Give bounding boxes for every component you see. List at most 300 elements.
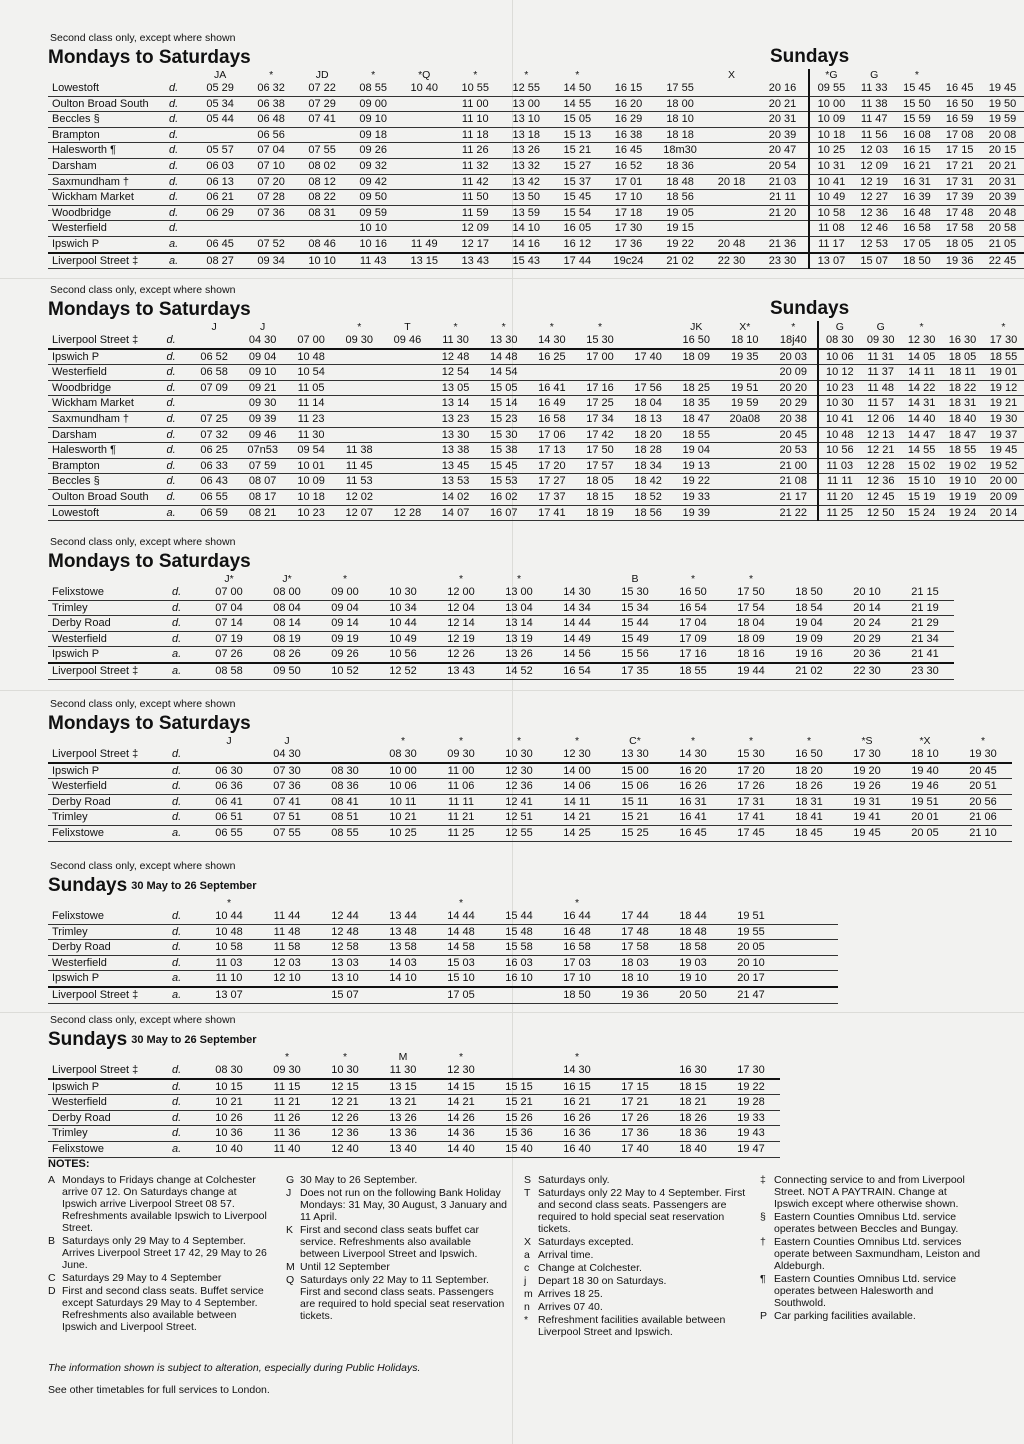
section-heading bbox=[48, 47, 1024, 69]
time-cell: 15 30 bbox=[722, 747, 780, 763]
time-cell: 10 30 bbox=[490, 747, 548, 763]
time-cell: 06 41 bbox=[200, 794, 258, 810]
time-cell bbox=[706, 81, 757, 96]
time-cell: 08 26 bbox=[258, 647, 316, 663]
flags-spacer bbox=[48, 897, 172, 909]
time-cell: 18 25 bbox=[672, 380, 720, 396]
time-cell: 06 59 bbox=[190, 505, 238, 521]
sunday-time-cell: 14 40 bbox=[901, 411, 942, 427]
flags-spacer bbox=[172, 573, 200, 585]
time-cell: 09 04 bbox=[316, 600, 374, 616]
time-cell: 15 30 bbox=[480, 427, 528, 443]
time-cell: 18 15 bbox=[664, 1079, 722, 1095]
time-cell: 21 06 bbox=[954, 810, 1012, 826]
sunday-time-cell: 19 52 bbox=[983, 458, 1024, 474]
time-cell: 13 45 bbox=[432, 458, 480, 474]
sunday-time-cell: 10 18 bbox=[809, 127, 853, 143]
time-cell: 17 01 bbox=[603, 174, 654, 190]
time-cell: 17 55 bbox=[654, 81, 706, 96]
time-cell: 13 30 bbox=[480, 333, 528, 349]
time-cell: 20 16 bbox=[757, 81, 809, 96]
time-cell: 21 20 bbox=[757, 205, 809, 221]
time-cell: 11 58 bbox=[258, 940, 316, 956]
sunday-time-cell: 16 21 bbox=[896, 158, 939, 174]
time-cell: 11 53 bbox=[335, 474, 383, 490]
time-cell: 14 30 bbox=[548, 1063, 606, 1079]
timetable-section bbox=[48, 536, 954, 680]
flag-code bbox=[664, 897, 722, 909]
arr-dep: d. bbox=[172, 631, 200, 647]
table-row bbox=[48, 747, 1012, 763]
time-cell: 14 21 bbox=[432, 1095, 490, 1111]
time-cell: 16 12 bbox=[552, 236, 603, 252]
time-cell: 08 30 bbox=[200, 1063, 258, 1079]
time-cell: 21 29 bbox=[896, 616, 954, 632]
station-name: Trimley bbox=[48, 600, 172, 616]
table-row bbox=[48, 1110, 780, 1126]
time-cell: 15 06 bbox=[606, 779, 664, 795]
time-cell: 09 30 bbox=[258, 1063, 316, 1079]
arr-dep: a. bbox=[172, 987, 200, 1003]
time-cell: 13 38 bbox=[432, 443, 480, 459]
sunday-time-cell: 18 22 bbox=[942, 380, 983, 396]
table-row bbox=[48, 333, 1024, 349]
station-name: Westerfield bbox=[48, 955, 172, 971]
sunday-time-cell: 18 05 bbox=[942, 349, 983, 365]
time-cell: 13 32 bbox=[501, 158, 552, 174]
time-cell: 14 30 bbox=[548, 585, 606, 600]
sunday-time-cell: 10 56 bbox=[818, 443, 860, 459]
time-cell: 13 00 bbox=[490, 585, 548, 600]
fold-line bbox=[0, 690, 1024, 691]
time-cell: 15 13 bbox=[552, 127, 603, 143]
time-cell: 17 26 bbox=[722, 779, 780, 795]
time-cell: 14 48 bbox=[480, 349, 528, 365]
time-cell: 18 21 bbox=[664, 1095, 722, 1111]
time-cell: 18 40 bbox=[664, 1141, 722, 1157]
time-cell bbox=[383, 427, 431, 443]
time-cell: 20 29 bbox=[838, 631, 896, 647]
time-cell: 17 04 bbox=[664, 616, 722, 632]
time-cell: 07 41 bbox=[258, 794, 316, 810]
time-cell bbox=[383, 396, 431, 412]
time-cell: 17 10 bbox=[603, 190, 654, 206]
flag-code bbox=[664, 1051, 722, 1063]
sunday-heading: Sundays bbox=[766, 46, 849, 68]
flag-code: *S bbox=[861, 735, 873, 747]
sunday-time-cell: 12 50 bbox=[860, 505, 901, 521]
time-cell: 12 30 bbox=[490, 763, 548, 779]
note-text: Until 12 September bbox=[300, 1261, 390, 1273]
time-cell: 14 58 bbox=[432, 940, 490, 956]
time-cell: 19 33 bbox=[672, 489, 720, 505]
time-cell: 10 55 bbox=[450, 81, 501, 96]
flag-code: J* bbox=[282, 573, 292, 585]
note-key: A bbox=[48, 1174, 56, 1186]
time-cell: 16 48 bbox=[548, 924, 606, 940]
sunday-time-cell: 16 58 bbox=[896, 221, 939, 237]
time-cell bbox=[780, 909, 838, 924]
time-cell: 13 58 bbox=[374, 940, 432, 956]
table-row bbox=[48, 236, 1024, 252]
flag-code: JA bbox=[213, 69, 227, 81]
time-cell: 21 11 bbox=[757, 190, 809, 206]
time-cell: 13 26 bbox=[490, 647, 548, 663]
flag-code bbox=[490, 897, 548, 909]
time-cell: 16 20 bbox=[603, 96, 654, 112]
time-cell: 12 26 bbox=[316, 1110, 374, 1126]
time-cell: 11 21 bbox=[432, 810, 490, 826]
time-cell: 09 46 bbox=[238, 427, 287, 443]
timetable bbox=[48, 897, 838, 1004]
flag-code: * bbox=[574, 1051, 580, 1063]
time-cell: 09 10 bbox=[348, 112, 399, 128]
arr-dep: d. bbox=[167, 427, 191, 443]
time-cell: 05 57 bbox=[195, 143, 246, 159]
table-row bbox=[48, 825, 1012, 841]
time-cell: 15 00 bbox=[606, 763, 664, 779]
arr-dep: d. bbox=[169, 174, 195, 190]
time-cell: 20 01 bbox=[896, 810, 954, 826]
time-cell: 15 21 bbox=[606, 810, 664, 826]
station-name: Westerfield bbox=[48, 1095, 172, 1111]
time-cell: 18 45 bbox=[780, 825, 838, 841]
time-cell: 19 43 bbox=[722, 1126, 780, 1142]
time-cell: 15 37 bbox=[552, 174, 603, 190]
time-cell bbox=[706, 190, 757, 206]
note-text: 30 May to 26 September. bbox=[300, 1174, 418, 1186]
sunday-time-cell: 17 48 bbox=[938, 205, 981, 221]
arr-dep: d. bbox=[167, 443, 191, 459]
time-cell: 16 50 bbox=[780, 747, 838, 763]
time-cell: 17 18 bbox=[603, 205, 654, 221]
time-cell: 18 36 bbox=[654, 158, 706, 174]
note-key: a bbox=[524, 1249, 530, 1261]
time-cell: 15 05 bbox=[552, 112, 603, 128]
time-cell: 19 33 bbox=[722, 1110, 780, 1126]
sunday-time-cell: 15 10 bbox=[901, 474, 942, 490]
sunday-flag-code bbox=[981, 69, 1024, 81]
time-cell: 11 49 bbox=[399, 236, 450, 252]
time-cell: 07 00 bbox=[287, 333, 335, 349]
time-cell: 14 30 bbox=[528, 333, 576, 349]
arr-dep: d. bbox=[169, 127, 195, 143]
flags-spacer bbox=[48, 321, 167, 333]
time-cell: 13 42 bbox=[501, 174, 552, 190]
timetable-section bbox=[48, 698, 1012, 842]
time-cell: 20 10 bbox=[838, 585, 896, 600]
time-cell: 15 36 bbox=[490, 1126, 548, 1142]
time-cell: 18 03 bbox=[606, 955, 664, 971]
sunday-time-cell: 15 02 bbox=[901, 458, 942, 474]
sunday-time-cell: 16 39 bbox=[896, 190, 939, 206]
section-note: Second class only, except where shown bbox=[50, 32, 236, 44]
time-cell: 09 21 bbox=[238, 380, 287, 396]
notes-column bbox=[760, 1174, 982, 1323]
time-cell: 12 19 bbox=[432, 631, 490, 647]
flag-code: * bbox=[690, 573, 696, 585]
time-cell: 21 03 bbox=[757, 174, 809, 190]
arr-dep: d. bbox=[172, 585, 200, 600]
time-cell: 17 44 bbox=[552, 253, 603, 269]
time-cell: 09 04 bbox=[238, 349, 287, 365]
time-cell: 10 21 bbox=[200, 1095, 258, 1111]
sunday-time-cell: 09 55 bbox=[809, 81, 853, 96]
time-cell: 07 51 bbox=[258, 810, 316, 826]
time-cell: 16 41 bbox=[528, 380, 576, 396]
time-cell: 08 02 bbox=[297, 158, 348, 174]
time-cell: 06 29 bbox=[195, 205, 246, 221]
time-cell: 15 44 bbox=[606, 616, 664, 632]
time-cell: 20 05 bbox=[722, 940, 780, 956]
time-cell: 16 58 bbox=[528, 411, 576, 427]
flag-code: * bbox=[226, 897, 232, 909]
time-cell: 20 45 bbox=[769, 427, 818, 443]
section-note: Second class only, except where shown bbox=[50, 284, 236, 296]
flag-code: J bbox=[284, 735, 290, 747]
time-cell: 18 09 bbox=[672, 349, 720, 365]
time-cell: 13 23 bbox=[432, 411, 480, 427]
notes-title: NOTES: bbox=[48, 1158, 90, 1170]
arr-dep: d. bbox=[167, 349, 191, 365]
sunday-time-cell: 08 30 bbox=[818, 333, 860, 349]
time-cell: 17 15 bbox=[606, 1079, 664, 1095]
note-text: Saturdays 29 May to 4 September bbox=[62, 1272, 222, 1284]
station-name: Trimley bbox=[48, 1126, 172, 1142]
sunday-time-cell: 10 23 bbox=[818, 380, 860, 396]
time-cell bbox=[335, 349, 383, 365]
time-cell: 18 50 bbox=[548, 987, 606, 1003]
time-cell: 12 44 bbox=[316, 909, 374, 924]
note-item bbox=[524, 1314, 746, 1338]
time-cell: 09 42 bbox=[348, 174, 399, 190]
time-cell: 11 05 bbox=[287, 380, 335, 396]
time-cell: 18 50 bbox=[780, 585, 838, 600]
sunday-time-cell: 11 08 bbox=[809, 221, 853, 237]
arr-dep: d. bbox=[169, 190, 195, 206]
time-cell: 16 58 bbox=[548, 940, 606, 956]
arr-dep: d. bbox=[172, 1126, 200, 1142]
time-cell: 12 15 bbox=[316, 1079, 374, 1095]
time-cell bbox=[399, 127, 450, 143]
time-cell: 11 10 bbox=[450, 112, 501, 128]
sunday-time-cell: 17 39 bbox=[938, 190, 981, 206]
time-cell: 12 54 bbox=[432, 365, 480, 381]
note-text: Arrival time. bbox=[538, 1249, 594, 1261]
sunday-time-cell: 20 00 bbox=[983, 474, 1024, 490]
time-cell: 18 09 bbox=[722, 631, 780, 647]
flags-spacer bbox=[167, 321, 191, 333]
time-cell bbox=[383, 474, 431, 490]
time-cell: 13 59 bbox=[501, 205, 552, 221]
time-cell: 10 58 bbox=[200, 940, 258, 956]
note-item bbox=[524, 1187, 746, 1235]
time-cell: 07 52 bbox=[246, 236, 297, 252]
time-cell: 09 00 bbox=[316, 585, 374, 600]
time-cell: 13 07 bbox=[200, 987, 258, 1003]
time-cell: 07 29 bbox=[297, 96, 348, 112]
time-cell: 15 54 bbox=[552, 205, 603, 221]
time-cell: 10 16 bbox=[348, 236, 399, 252]
table-row bbox=[48, 411, 1024, 427]
station-name: Ipswich P bbox=[48, 971, 172, 987]
time-cell: 19 51 bbox=[896, 794, 954, 810]
time-cell bbox=[720, 427, 769, 443]
time-cell: 09 32 bbox=[348, 158, 399, 174]
time-cell: 20 21 bbox=[757, 96, 809, 112]
table-row bbox=[48, 396, 1024, 412]
time-cell: 13 18 bbox=[501, 127, 552, 143]
sunday-time-cell: 16 45 bbox=[938, 81, 981, 96]
time-cell: 19 40 bbox=[896, 763, 954, 779]
timetable-section bbox=[48, 32, 1024, 269]
time-cell: 12 10 bbox=[258, 971, 316, 987]
sunday-time-cell: 10 58 bbox=[809, 205, 853, 221]
time-cell: 06 32 bbox=[246, 81, 297, 96]
sunday-time-cell: 15 45 bbox=[896, 81, 939, 96]
sunday-time-cell: 15 50 bbox=[896, 96, 939, 112]
time-cell: 06 25 bbox=[190, 443, 238, 459]
flag-code bbox=[606, 897, 664, 909]
flag-code: * bbox=[980, 735, 986, 747]
flag-code bbox=[624, 321, 672, 333]
station-name: Lowestoft bbox=[48, 81, 169, 96]
time-cell: 06 43 bbox=[190, 474, 238, 490]
time-cell: 18 04 bbox=[624, 396, 672, 412]
section-note: Second class only, except where shown bbox=[50, 536, 236, 548]
sunday-time-cell: 10 31 bbox=[809, 158, 853, 174]
table-row bbox=[48, 631, 954, 647]
arr-dep: d. bbox=[172, 763, 200, 779]
time-cell: 18 52 bbox=[624, 489, 672, 505]
time-cell: 18 10 bbox=[720, 333, 769, 349]
flag-code: * bbox=[516, 573, 522, 585]
time-cell: 11 06 bbox=[432, 779, 490, 795]
flag-code: * bbox=[453, 321, 458, 333]
arr-dep: d. bbox=[172, 1079, 200, 1095]
time-cell: 13 03 bbox=[316, 955, 374, 971]
time-cell: 10 01 bbox=[287, 458, 335, 474]
time-cell bbox=[706, 158, 757, 174]
time-cell: 15 58 bbox=[490, 940, 548, 956]
flags-spacer bbox=[48, 573, 172, 585]
time-cell: 11 30 bbox=[374, 1063, 432, 1079]
time-cell: 12 26 bbox=[432, 647, 490, 663]
time-cell: 16 36 bbox=[548, 1126, 606, 1142]
sunday-flag-code: G bbox=[876, 321, 885, 333]
time-cell: 12 58 bbox=[316, 940, 374, 956]
time-cell: 07 20 bbox=[246, 174, 297, 190]
time-cell bbox=[399, 190, 450, 206]
table-row bbox=[48, 174, 1024, 190]
time-cell: 10 40 bbox=[200, 1141, 258, 1157]
sunday-time-cell: 10 00 bbox=[809, 96, 853, 112]
note-key: c bbox=[524, 1262, 530, 1274]
note-key: ¶ bbox=[760, 1273, 766, 1285]
time-cell: 12 28 bbox=[383, 505, 431, 521]
flag-code: * bbox=[371, 69, 376, 81]
arr-dep: a. bbox=[172, 971, 200, 987]
time-cell: 11 25 bbox=[432, 825, 490, 841]
table-row bbox=[48, 1095, 780, 1111]
time-cell bbox=[383, 411, 431, 427]
time-cell: 17 03 bbox=[548, 955, 606, 971]
note-text: Arrives 07 40. bbox=[538, 1301, 603, 1313]
time-cell: 10 10 bbox=[348, 221, 399, 237]
sunday-flag-code: G bbox=[818, 321, 860, 333]
time-cell: 17 34 bbox=[576, 411, 624, 427]
sunday-time-cell: 19 01 bbox=[983, 365, 1024, 381]
time-cell: 16 52 bbox=[603, 158, 654, 174]
time-cell: 16 54 bbox=[548, 663, 606, 679]
time-cell: 14 21 bbox=[548, 810, 606, 826]
flags-spacer bbox=[172, 735, 200, 747]
time-cell: 04 30 bbox=[258, 747, 316, 763]
time-cell: 06 56 bbox=[246, 127, 297, 143]
note-item bbox=[48, 1285, 270, 1333]
time-cell: 20 39 bbox=[757, 127, 809, 143]
time-cell: 20 56 bbox=[954, 794, 1012, 810]
time-cell: 20 20 bbox=[769, 380, 818, 396]
time-cell: 13 10 bbox=[501, 112, 552, 128]
sunday-time-cell: 17 05 bbox=[896, 236, 939, 252]
note-item bbox=[286, 1261, 508, 1273]
table-row bbox=[48, 81, 1024, 96]
table-row bbox=[48, 909, 838, 924]
time-cell bbox=[624, 333, 672, 349]
flags-row bbox=[48, 573, 954, 585]
time-cell: 08 30 bbox=[374, 747, 432, 763]
station-name: Wickham Market bbox=[48, 396, 167, 412]
time-cell bbox=[576, 365, 624, 381]
time-cell bbox=[706, 96, 757, 112]
arr-dep: a. bbox=[167, 505, 191, 521]
time-cell: 11 23 bbox=[287, 411, 335, 427]
flags-row bbox=[48, 897, 838, 909]
sunday-time-cell: 12 46 bbox=[853, 221, 896, 237]
time-cell bbox=[706, 221, 757, 237]
station-name: Saxmundham † bbox=[48, 174, 169, 190]
sunday-time-cell: 20 31 bbox=[981, 174, 1024, 190]
time-cell: 10 44 bbox=[374, 616, 432, 632]
time-cell: 18 54 bbox=[780, 600, 838, 616]
time-cell bbox=[490, 987, 548, 1003]
sunday-time-cell: 12 06 bbox=[860, 411, 901, 427]
time-cell: 08 04 bbox=[258, 600, 316, 616]
note-key: G bbox=[286, 1174, 295, 1186]
flag-code: * bbox=[501, 321, 506, 333]
table-row bbox=[48, 380, 1024, 396]
arr-dep: d. bbox=[172, 794, 200, 810]
table-row bbox=[48, 616, 954, 632]
time-cell: 14 25 bbox=[548, 825, 606, 841]
time-cell: 14 36 bbox=[432, 1126, 490, 1142]
flags-spacer bbox=[48, 1051, 172, 1063]
time-cell: 09 34 bbox=[246, 253, 297, 269]
sunday-time-cell: 18 55 bbox=[942, 443, 983, 459]
timetable-section bbox=[48, 284, 1024, 521]
arr-dep: a. bbox=[172, 1141, 200, 1157]
sunday-time-cell: 11 17 bbox=[809, 236, 853, 252]
time-cell: 15 48 bbox=[490, 924, 548, 940]
sunday-time-cell: 16 30 bbox=[942, 333, 983, 349]
timetable bbox=[48, 321, 1024, 521]
note-item bbox=[760, 1211, 982, 1235]
sunday-time-cell: 12 45 bbox=[860, 489, 901, 505]
note-item bbox=[286, 1174, 508, 1186]
time-cell bbox=[706, 127, 757, 143]
flag-code: * bbox=[748, 573, 754, 585]
